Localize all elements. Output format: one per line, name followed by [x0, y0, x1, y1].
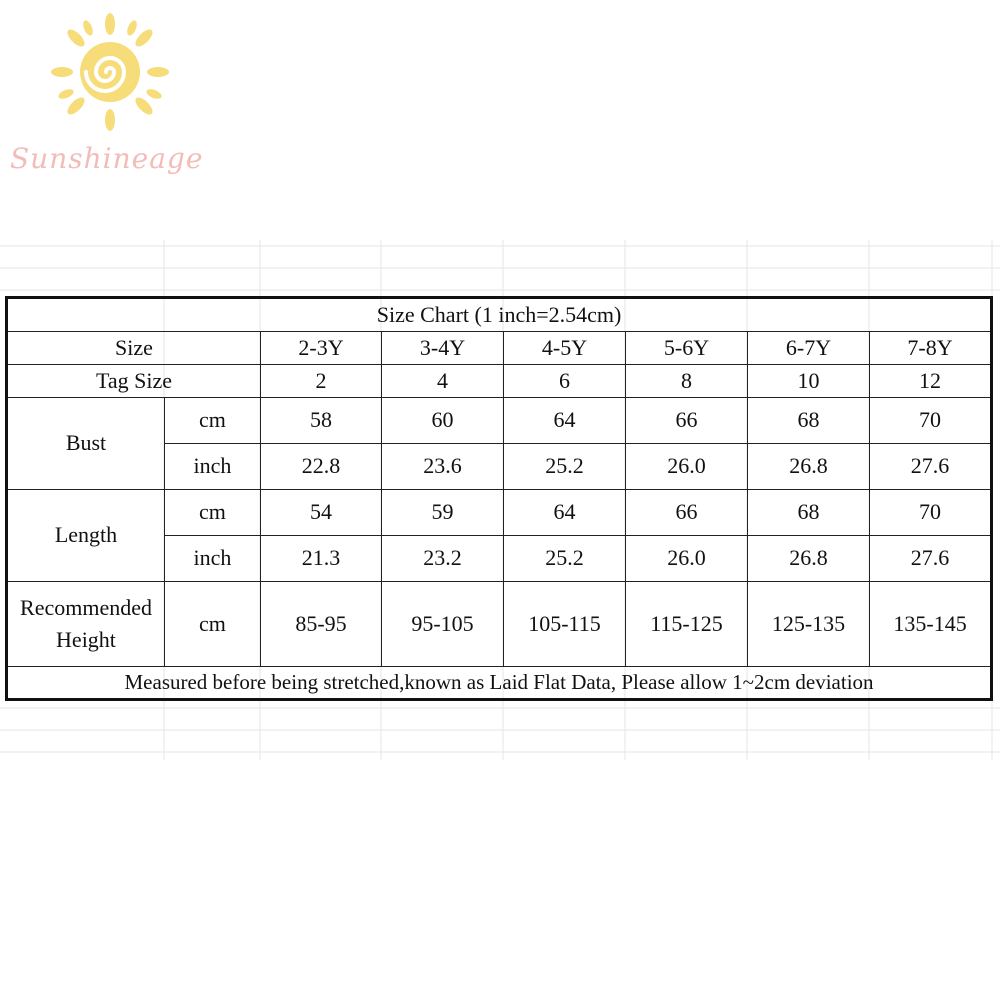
length-inch-cell: 25.2 [504, 535, 626, 581]
bust-cm-cell: 58 [261, 397, 382, 443]
length-inch-cell: 26.8 [748, 535, 870, 581]
size-row [7, 331, 992, 364]
size-cell: 4-5Y [504, 331, 626, 364]
table-title: Size Chart (1 inch=2.54cm) [7, 298, 992, 332]
title-row [7, 298, 992, 332]
size-label: Size [7, 331, 261, 364]
sun-icon [50, 12, 170, 132]
tag-size-row [7, 364, 992, 397]
height-cm-cell: 125-135 [748, 581, 870, 666]
length-cm-cell: 64 [504, 489, 626, 535]
bust-cm-cell: 60 [382, 397, 504, 443]
unit-label: cm [165, 581, 261, 666]
recommended-height-label [7, 581, 165, 666]
unit-label: cm [165, 397, 261, 443]
length-cm-cell: 54 [261, 489, 382, 535]
size-cell: 6-7Y [748, 331, 870, 364]
bust-cm-cell: 70 [870, 397, 992, 443]
length-inch-cell: 26.0 [626, 535, 748, 581]
tag-size-cell: 2 [261, 364, 382, 397]
length-inch-cell: 21.3 [261, 535, 382, 581]
unit-label: cm [165, 489, 261, 535]
height-cm-cell: 95-105 [382, 581, 504, 666]
size-cell: 7-8Y [870, 331, 992, 364]
length-cm-row [7, 489, 992, 535]
measurement-note: Measured before being stretched,known as Laid Flat Data, Please allow 1~2cm deviation [7, 666, 992, 699]
bust-inch-cell: 26.0 [626, 443, 748, 489]
unit-label: inch [165, 443, 261, 489]
bust-cm-cell: 64 [504, 397, 626, 443]
bust-inch-cell: 23.6 [382, 443, 504, 489]
bust-inch-cell: 26.8 [748, 443, 870, 489]
length-inch-cell: 27.6 [870, 535, 992, 581]
length-inch-cell: 23.2 [382, 535, 504, 581]
bust-inch-cell: 27.6 [870, 443, 992, 489]
tag-size-cell: 6 [504, 364, 626, 397]
tag-size-cell: 10 [748, 364, 870, 397]
recommended-height-row [7, 581, 992, 666]
bust-cm-cell: 68 [748, 397, 870, 443]
height-cm-cell: 115-125 [626, 581, 748, 666]
tag-size-cell: 12 [870, 364, 992, 397]
length-cm-cell: 66 [626, 489, 748, 535]
size-cell: 5-6Y [626, 331, 748, 364]
length-label: Length [7, 489, 165, 581]
length-cm-cell: 68 [748, 489, 870, 535]
bust-inch-cell: 25.2 [504, 443, 626, 489]
bust-label: Bust [7, 397, 165, 489]
tag-size-cell: 4 [382, 364, 504, 397]
unit-label: inch [165, 535, 261, 581]
length-cm-cell: 70 [870, 489, 992, 535]
size-cell: 2-3Y [261, 331, 382, 364]
tag-size-label: Tag Size [7, 364, 261, 397]
length-cm-cell: 59 [382, 489, 504, 535]
bust-cm-row [7, 397, 992, 443]
recommended-height-label-line2: Height [56, 626, 116, 652]
height-cm-cell: 85-95 [261, 581, 382, 666]
height-cm-cell: 105-115 [504, 581, 626, 666]
brand-logo [6, 12, 216, 175]
note-row [7, 666, 992, 699]
height-cm-cell: 135-145 [870, 581, 992, 666]
bust-cm-cell: 66 [626, 397, 748, 443]
bust-inch-cell: 22.8 [261, 443, 382, 489]
brand-name: Sunshineage [10, 142, 204, 175]
recommended-height-label-line1: Recommended [20, 594, 152, 620]
size-chart-table [5, 296, 993, 701]
size-cell: 3-4Y [382, 331, 504, 364]
tag-size-cell: 8 [626, 364, 748, 397]
